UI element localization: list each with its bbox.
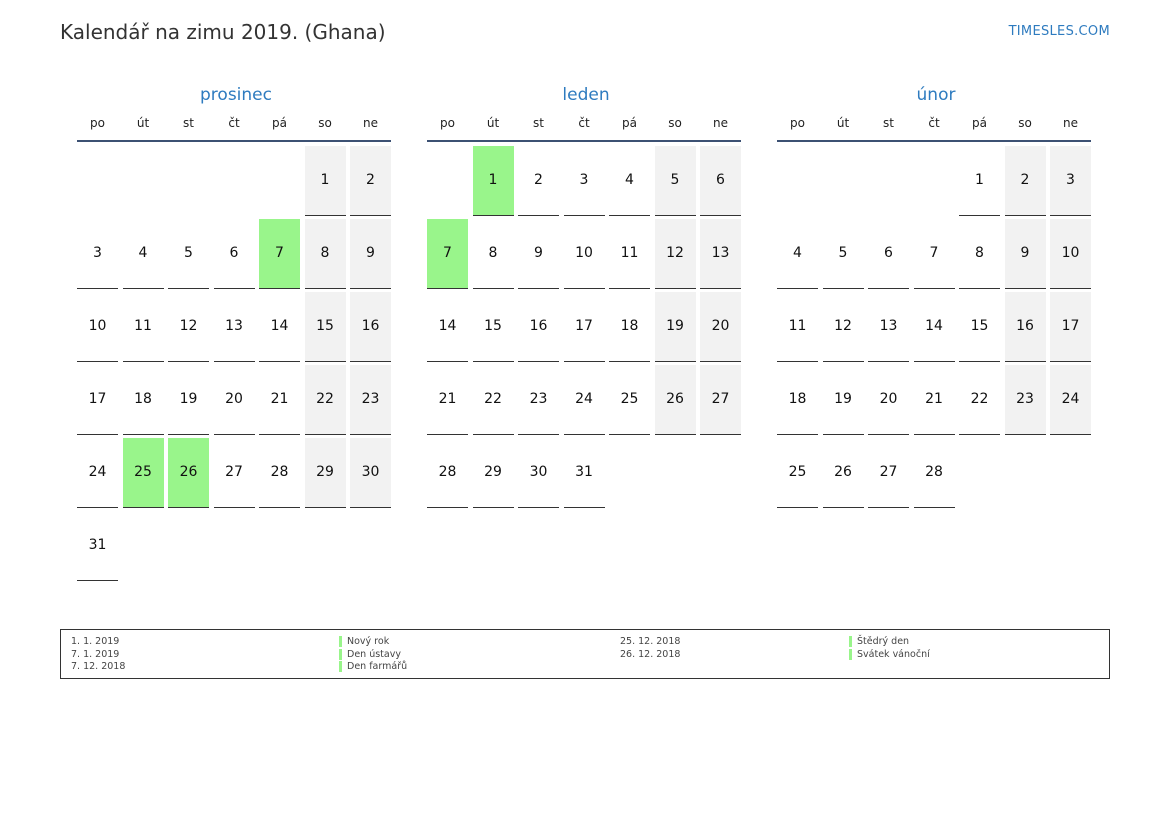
- weekday-label: st: [533, 116, 544, 130]
- weekday-label: so: [1018, 116, 1032, 130]
- weekday-label: út: [486, 116, 500, 130]
- day-cell: 12: [655, 219, 696, 289]
- day-cell: 18: [609, 292, 650, 362]
- day-cell: 10: [1050, 219, 1091, 289]
- day-cell: 19: [823, 365, 864, 435]
- day-cell: 15: [959, 292, 1000, 362]
- day-cell: 6: [214, 219, 255, 289]
- day-cell: 2: [350, 146, 391, 216]
- site-link[interactable]: TIMESLES.COM: [1008, 24, 1110, 39]
- day-cell: 31: [77, 511, 118, 581]
- day-cell: 27: [868, 438, 909, 508]
- weekday-header: [77, 108, 391, 142]
- weekday-label: út: [836, 116, 850, 130]
- empty-cell: [427, 146, 468, 216]
- day-cell: 25: [123, 438, 164, 508]
- holiday-name: Svátek vánoční: [849, 649, 930, 660]
- day-cell: 26: [823, 438, 864, 508]
- day-cell: 1: [305, 146, 346, 216]
- day-cell: 25: [777, 438, 818, 508]
- day-cell: 16: [350, 292, 391, 362]
- empty-cell: [868, 146, 909, 216]
- holiday-date: 7. 12. 2018: [71, 661, 126, 672]
- day-cell: 13: [868, 292, 909, 362]
- weekday-label: st: [183, 116, 194, 130]
- day-cell: 10: [564, 219, 605, 289]
- day-cell: 11: [123, 292, 164, 362]
- day-cell: 24: [564, 365, 605, 435]
- weekday-label: so: [318, 116, 332, 130]
- day-cell: 5: [655, 146, 696, 216]
- day-cell: 27: [700, 365, 741, 435]
- day-cell: 21: [427, 365, 468, 435]
- day-grid: [777, 146, 1095, 508]
- day-cell: 18: [123, 365, 164, 435]
- weekday-header: [427, 108, 741, 142]
- day-grid: [77, 146, 395, 581]
- empty-cell: [777, 146, 818, 216]
- day-cell: 13: [700, 219, 741, 289]
- day-cell: 21: [259, 365, 300, 435]
- day-cell: 21: [914, 365, 955, 435]
- day-cell: 20: [700, 292, 741, 362]
- weekday-label: pá: [622, 116, 637, 130]
- empty-cell: [259, 146, 300, 216]
- day-cell: 4: [777, 219, 818, 289]
- day-cell: 11: [609, 219, 650, 289]
- day-cell: 7: [914, 219, 955, 289]
- month-unor: [777, 82, 1095, 508]
- day-cell: 14: [427, 292, 468, 362]
- day-cell: 16: [1005, 292, 1046, 362]
- day-cell: 5: [168, 219, 209, 289]
- day-cell: 23: [1005, 365, 1046, 435]
- day-cell: 17: [1050, 292, 1091, 362]
- day-cell: 2: [1005, 146, 1046, 216]
- day-cell: 28: [259, 438, 300, 508]
- month-name: prosinec: [200, 85, 272, 105]
- day-cell: 1: [473, 146, 514, 216]
- day-cell: 12: [823, 292, 864, 362]
- day-cell: 30: [518, 438, 559, 508]
- day-cell: 4: [123, 219, 164, 289]
- holiday-legend: [60, 629, 1110, 679]
- holiday-name: Nový rok: [339, 636, 389, 647]
- empty-cell: [77, 146, 118, 216]
- day-cell: 1: [959, 146, 1000, 216]
- day-cell: 10: [77, 292, 118, 362]
- day-cell: 28: [427, 438, 468, 508]
- day-cell: 17: [564, 292, 605, 362]
- weekday-label: po: [90, 116, 105, 130]
- day-cell: 3: [77, 219, 118, 289]
- day-cell: 12: [168, 292, 209, 362]
- day-cell: 2: [518, 146, 559, 216]
- day-cell: 9: [518, 219, 559, 289]
- weekday-label: čt: [578, 116, 590, 130]
- day-cell: 5: [823, 219, 864, 289]
- empty-cell: [823, 146, 864, 216]
- day-cell: 22: [959, 365, 1000, 435]
- weekday-label: po: [440, 116, 455, 130]
- day-cell: 17: [77, 365, 118, 435]
- day-cell: 27: [214, 438, 255, 508]
- holiday-name: Den ústavy: [339, 649, 401, 660]
- day-cell: 31: [564, 438, 605, 508]
- day-cell: 6: [868, 219, 909, 289]
- weekday-label: pá: [972, 116, 987, 130]
- weekday-label: čt: [228, 116, 240, 130]
- holiday-name: Den farmářů: [339, 661, 407, 672]
- weekday-label: ne: [713, 116, 728, 130]
- empty-cell: [123, 146, 164, 216]
- day-cell: 11: [777, 292, 818, 362]
- weekday-label: čt: [928, 116, 940, 130]
- day-cell: 22: [305, 365, 346, 435]
- day-cell: 29: [305, 438, 346, 508]
- weekday-label: so: [668, 116, 682, 130]
- day-cell: 7: [427, 219, 468, 289]
- day-cell: 8: [473, 219, 514, 289]
- day-cell: 3: [1050, 146, 1091, 216]
- day-cell: 9: [350, 219, 391, 289]
- holiday-date: 25. 12. 2018: [620, 636, 681, 647]
- legend-dates-right: [620, 636, 680, 661]
- day-cell: 16: [518, 292, 559, 362]
- month-name: únor: [916, 85, 956, 105]
- day-cell: 18: [777, 365, 818, 435]
- day-cell: 28: [914, 438, 955, 508]
- day-cell: 29: [473, 438, 514, 508]
- empty-cell: [914, 146, 955, 216]
- day-cell: 9: [1005, 219, 1046, 289]
- day-cell: 15: [305, 292, 346, 362]
- day-cell: 24: [77, 438, 118, 508]
- holiday-date: 26. 12. 2018: [620, 648, 681, 660]
- legend-dates-left: [71, 636, 125, 674]
- day-cell: 15: [473, 292, 514, 362]
- day-cell: 26: [168, 438, 209, 508]
- month-prosinec: [77, 82, 395, 581]
- weekday-label: pá: [272, 116, 287, 130]
- day-cell: 19: [168, 365, 209, 435]
- day-cell: 26: [655, 365, 696, 435]
- day-cell: 20: [868, 365, 909, 435]
- day-cell: 7: [259, 219, 300, 289]
- day-cell: 22: [473, 365, 514, 435]
- holiday-name: Štědrý den: [849, 636, 909, 647]
- day-cell: 14: [914, 292, 955, 362]
- weekday-label: ne: [1063, 116, 1078, 130]
- day-cell: 8: [959, 219, 1000, 289]
- legend-names-left: [339, 636, 407, 674]
- day-cell: 8: [305, 219, 346, 289]
- month-name: leden: [562, 85, 610, 105]
- day-cell: 6: [700, 146, 741, 216]
- day-cell: 20: [214, 365, 255, 435]
- day-cell: 13: [214, 292, 255, 362]
- day-grid: [427, 146, 745, 508]
- weekday-label: po: [790, 116, 805, 130]
- weekday-header: [777, 108, 1091, 142]
- day-cell: 23: [350, 365, 391, 435]
- day-cell: 24: [1050, 365, 1091, 435]
- page-title: Kalendář na zimu 2019. (Ghana): [60, 20, 386, 44]
- day-cell: 3: [564, 146, 605, 216]
- legend-names-right: [849, 636, 930, 661]
- day-cell: 19: [655, 292, 696, 362]
- day-cell: 30: [350, 438, 391, 508]
- holiday-date: 1. 1. 2019: [71, 636, 120, 647]
- holiday-date: 7. 1. 2019: [71, 648, 120, 660]
- weekday-label: út: [136, 116, 150, 130]
- weekday-label: st: [883, 116, 894, 130]
- weekday-label: ne: [363, 116, 378, 130]
- day-cell: 4: [609, 146, 650, 216]
- month-leden: [427, 82, 745, 508]
- day-cell: 25: [609, 365, 650, 435]
- day-cell: 23: [518, 365, 559, 435]
- empty-cell: [214, 146, 255, 216]
- empty-cell: [168, 146, 209, 216]
- day-cell: 14: [259, 292, 300, 362]
